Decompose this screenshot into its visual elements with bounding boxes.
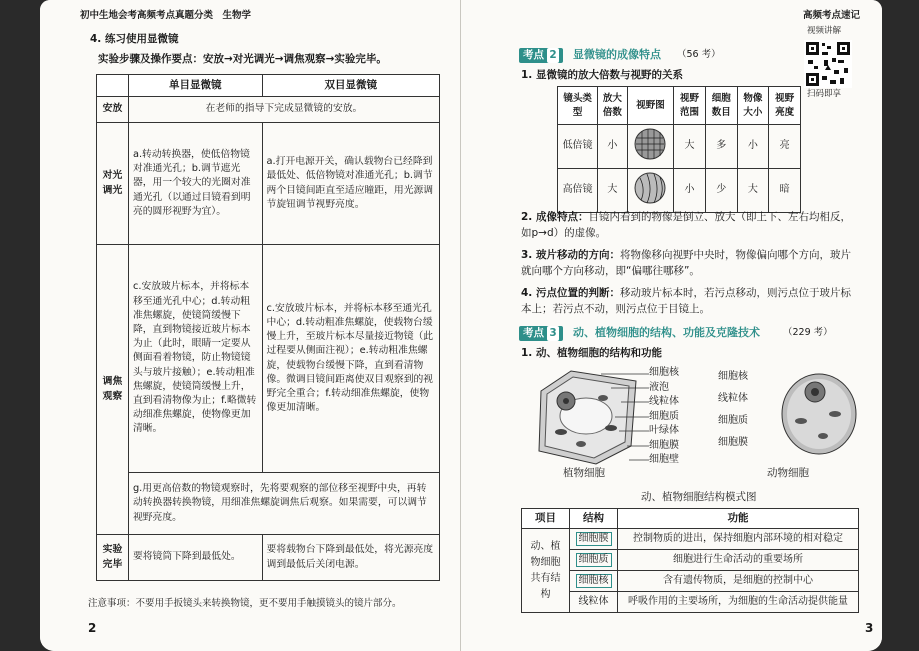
func-group-label: 动、植物细胞共有结构	[522, 529, 570, 613]
func-h-structure: 结构	[570, 509, 618, 529]
qr-code[interactable]	[804, 40, 852, 88]
kp3-badge-num: 3	[547, 326, 559, 341]
mag-high-power: 大	[598, 169, 628, 213]
open-book	[40, 0, 882, 651]
func-structure: 线粒体	[570, 592, 618, 613]
p3-text: 将物像移向视野中央时，物像偏向哪个方向，玻片就向哪个方向移动，即“偏哪往哪移”。	[521, 249, 851, 277]
wanbi-mono: 要将镜筒下降到最低处。	[128, 535, 262, 581]
sub1: 1. 显微镜的放大倍数与视野的关系	[521, 69, 683, 81]
wanbi-bino: 要将载物台下降到最低处，将光源亮度调到最低后关闭电源。	[262, 535, 439, 581]
kp2-badge-num: 2	[547, 48, 559, 63]
high-power-view-icon	[634, 172, 666, 204]
row-label-anfang: 安放	[97, 97, 129, 123]
p4-text: 移动玻片标本时，若污点移动，则污点位于玻片标本上；若污点不动，则污点位于目镜上。	[521, 287, 851, 315]
func-desc: 呼吸作用的主要场所，为细胞的生命活动提供能量	[618, 592, 859, 613]
mag-high-type: 高倍镜	[558, 169, 598, 213]
sub3: 1. 动、植物细胞的结构和功能	[521, 347, 662, 359]
mag-h-type: 镜头类型	[558, 87, 598, 125]
animal-label: 细胞质	[718, 415, 748, 426]
microscope-table	[96, 74, 440, 581]
animal-label: 线粒体	[718, 393, 748, 404]
header-right: 高频考点速记	[803, 10, 861, 21]
mag-low-bright: 亮	[769, 125, 801, 169]
kp3-badge	[519, 326, 563, 341]
mag-h-bright: 视野亮度	[769, 87, 801, 125]
animal-cell-labels	[718, 366, 748, 454]
kp2-count: （56 考）	[677, 49, 721, 60]
func-structure: 细胞核	[576, 574, 612, 588]
mag-h-count: 细胞数目	[705, 87, 737, 125]
mag-low-range: 大	[674, 125, 706, 169]
mag-high-size: 大	[737, 169, 769, 213]
header-left: 初中生地会考高频考点真题分类 生物学	[80, 10, 252, 21]
kp2-badge	[519, 48, 563, 63]
func-desc: 细胞进行生命活动的重要场所	[618, 550, 859, 571]
low-power-view-icon	[634, 128, 666, 160]
animal-label: 细胞核	[718, 371, 748, 382]
qr-label-bottom: 扫码即享	[807, 89, 842, 99]
mag-low-type: 低倍镜	[558, 125, 598, 169]
kp3-count: （229 考）	[783, 327, 833, 338]
left-page	[40, 0, 461, 651]
row-label-tiaojiao: 调焦观察	[97, 245, 129, 535]
animal-cell-illustration	[779, 366, 859, 458]
tiaojiao-bino: c.安放玻片标本，并将标本移至通光孔中心；d.转动粗准焦螺旋，使载物台缓慢上升，至玻片标本尽量接近物镜（此过程要从侧面注视）；e.转动粗准焦螺旋，使载物台缓慢下降，直到看清物像。微调目镜间距离使双目观察到的视野完全重合；f.转动细准焦螺旋，使物像更加清晰。	[262, 245, 439, 473]
page-number-right: 3	[865, 621, 874, 635]
tiaojiao-mono: c.安放玻片标本，并将标本移至通光孔中心；d.转动粗准焦螺旋，使镜筒缓慢下降，直到物镜接近玻片标本为止（此时，眼睛一定要从侧面看着物镜，防止物镜镜头与玻片接触）；e.转动粗准焦螺旋，使镜筒缓慢上升，直到看清物像为止；f.略微转动细准焦螺旋，使物像更加清晰。	[128, 245, 262, 473]
mag-h-range: 视野范围	[674, 87, 706, 125]
plant-label: 细胞核	[649, 367, 679, 378]
p3-label: 3. 玻片移动的方向：	[521, 249, 620, 261]
mag-h-power: 放大倍数	[598, 87, 628, 125]
p4-label: 4. 污点位置的判断：	[521, 287, 620, 299]
qr-label-top: 视频讲解	[807, 26, 842, 36]
kp2-title: 显微镜的成像特点	[573, 48, 661, 61]
tiaojiao-g: g.用更高倍数的物镜观察时，先将要观察的部位移至视野中央，再转动转换器转换物镜，用细准焦螺旋调焦后观察。如果需要，可以调节视野亮度。	[128, 473, 439, 535]
plant-label: 细胞壁	[649, 454, 679, 465]
plant-label-lines	[601, 366, 651, 466]
anfang-text: 在老师的指导下完成显微镜的安放。	[128, 97, 439, 123]
mag-high-bright: 暗	[769, 169, 801, 213]
func-h-function: 功能	[618, 509, 859, 529]
row-label-wanbi: 实验完毕	[97, 535, 129, 581]
col-header-blank	[97, 75, 129, 97]
animal-label: 细胞膜	[718, 437, 748, 448]
p2-label: 2. 成像特点：	[521, 211, 589, 223]
duiguang-bino: a.打开电源开关，确认载物台已经降到最低处、低倍物镜对准通光孔；b.调节两个目镜间距直至适应瞳距，用光源调节旋钮调节视野亮度。	[262, 123, 439, 245]
mag-low-power: 小	[598, 125, 628, 169]
page-number-left: 2	[88, 621, 97, 635]
col-header-bino: 双目显微镜	[262, 75, 439, 97]
kp3-title: 动、植物细胞的结构、功能及克隆技术	[573, 326, 760, 339]
note: 注意事项：不要用手扳镜头来转换物镜，更不要用手触摸镜头的镜片部分。	[88, 598, 402, 609]
plant-label: 细胞膜	[649, 439, 679, 451]
func-desc: 含有遗传物质，是细胞的控制中心	[618, 571, 859, 592]
plant-label: 细胞质	[649, 410, 679, 422]
kp2-badge-text: 考点	[523, 49, 544, 61]
steps-title: 实验步骤及操作要点：安放→对光调光→调焦观察→实验完毕。	[98, 53, 387, 65]
mag-low-view	[627, 125, 673, 169]
plant-label: 液泡	[649, 381, 669, 393]
mag-high-count: 少	[705, 169, 737, 213]
mag-h-view: 视野图	[627, 87, 673, 125]
func-structure: 细胞质	[576, 553, 612, 567]
func-structure: 细胞膜	[576, 532, 612, 546]
animal-caption: 动物细胞	[767, 467, 809, 479]
mag-high-view	[627, 169, 673, 213]
col-header-mono: 单目显微镜	[128, 75, 262, 97]
kp3-badge-text: 考点	[523, 327, 544, 339]
duiguang-mono: a.转动转换器，使低倍物镜对准通光孔；b.调节遮光器，用一个较大的光圈对准通光孔（以通过目镜看到明亮的圆形视野为宜）。	[128, 123, 262, 245]
figure-caption: 动、植物细胞结构模式图	[641, 491, 757, 503]
p2-text: 目镜内看到的物像是倒立、放大（即上下、左右均相反，如p→d）的虚像。	[521, 211, 851, 239]
mag-h-size: 物像大小	[737, 87, 769, 125]
p3	[521, 248, 861, 280]
func-h-item: 项目	[522, 509, 570, 529]
p4	[521, 286, 861, 318]
plant-label: 叶绿体	[649, 425, 679, 436]
row-label-duiguang: 对光调光	[97, 123, 129, 245]
mag-high-range: 小	[674, 169, 706, 213]
p2	[521, 210, 861, 242]
magnification-table	[557, 86, 801, 213]
func-desc: 控制物质的进出，保持细胞内部环境的相对稳定	[618, 529, 859, 550]
section-title: 4. 练习使用显微镜	[90, 33, 179, 45]
cell-function-table	[521, 508, 859, 613]
right-page	[461, 0, 882, 651]
plant-label: 线粒体	[649, 396, 679, 407]
mag-low-count: 多	[705, 125, 737, 169]
plant-cell-labels	[649, 366, 679, 468]
mag-low-size: 小	[737, 125, 769, 169]
plant-caption: 植物细胞	[563, 467, 605, 479]
